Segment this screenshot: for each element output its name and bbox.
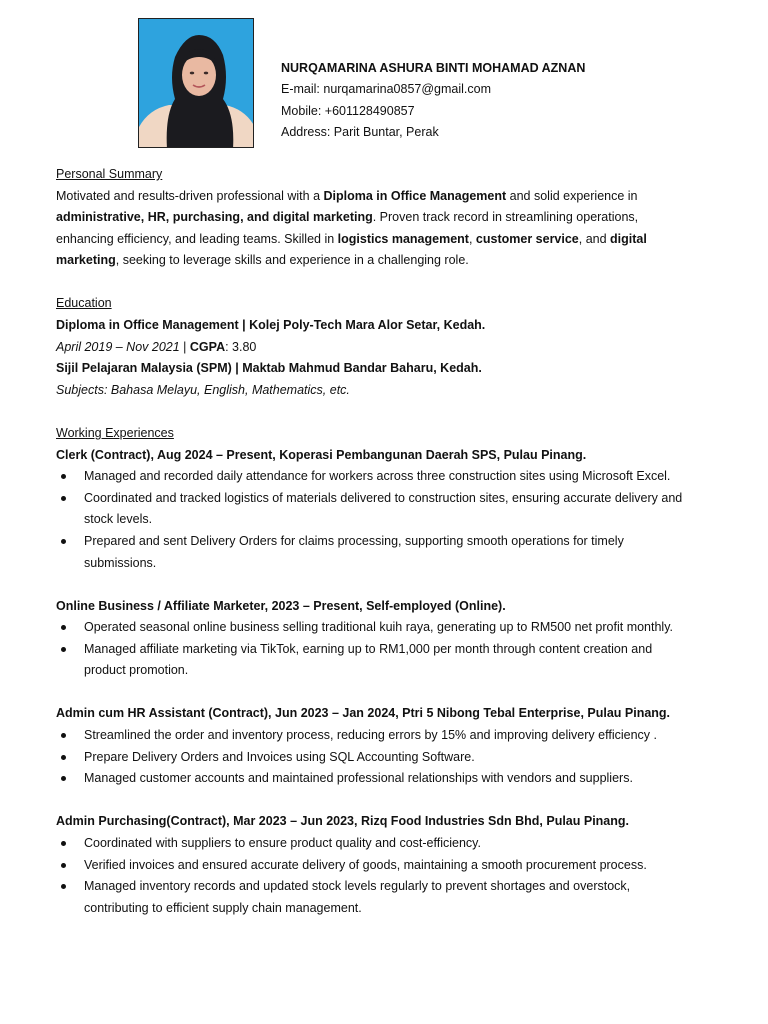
experience-heading: Working Experiences bbox=[56, 425, 174, 440]
summary-heading: Personal Summary bbox=[56, 167, 163, 181]
job-title: Admin cum HR Assistant (Contract), Jun 2023 – Jan 2024, Ptri 5 Nibong Tebal Enterprise, Pulau Pinang. bbox=[56, 706, 671, 721]
email-line: E-mail: nurqamarina0857@gmail.com bbox=[281, 82, 491, 96]
job-bullet: Coordinated with suppliers to ensure product quality and cost-efficiency. bbox=[56, 833, 696, 855]
job-bullet: Prepare Delivery Orders and Invoices using SQL Accounting Software. bbox=[56, 747, 696, 769]
candidate-name: NURQAMARINA ASHURA BINTI MOHAMAD AZNAN bbox=[281, 61, 586, 75]
job-title: Clerk (Contract), Aug 2024 – Present, Koperasi Pembangunan Daerah SPS, Pulau Pinang. bbox=[56, 447, 587, 462]
education-heading: Education bbox=[56, 296, 112, 311]
diploma-details: April 2019 – Nov 2021 | CGPA: 3.80 bbox=[56, 339, 257, 354]
job-bullet: Streamlined the order and inventory process, reducing errors by 15% and improving delivery efficiency . bbox=[56, 725, 696, 747]
job-bullets bbox=[56, 466, 696, 574]
job-bullet: Coordinated and tracked logistics of materials delivered to construction sites, ensuring accurate delivery and stock levels. bbox=[56, 488, 696, 531]
mobile-line: Mobile: +601128490857 bbox=[281, 103, 415, 118]
job-bullet: Managed affiliate marketing via TikTok, earning up to RM1,000 per month through content creation and product promotion. bbox=[56, 639, 696, 682]
job-bullet: Managed inventory records and updated stock levels regularly to prevent shortages and overstock, contributing to efficient supply chain management. bbox=[56, 876, 696, 919]
job-bullet: Managed customer accounts and maintained professional relationships with vendors and suppliers. bbox=[56, 768, 696, 790]
resume-body bbox=[56, 164, 696, 919]
diploma-title: Diploma in Office Management | Kolej Poly-Tech Mara Alor Setar, Kedah. bbox=[56, 318, 486, 333]
summary-text: Motivated and results-driven professional with a Diploma in Office Management and solid experience in administrative, HR, purchasing, and digital marketing. Proven track record in streamlining operations, enhancing efficiency, and leading teams. Skilled in logistics management, customer service, and digital marketing, seeking to leverage skills and experience in a challenging role. bbox=[56, 188, 647, 268]
job-title: Admin Purchasing(Contract), Mar 2023 – Jun 2023, Rizq Food Industries Sdn Bhd, Pulau Pinang. bbox=[56, 814, 630, 829]
address-line: Address: Parit Buntar, Perak bbox=[281, 125, 439, 139]
job-bullet: Verified invoices and ensured accurate delivery of goods, maintaining a smooth procurement process. bbox=[56, 855, 696, 877]
spm-subjects: Subjects: Bahasa Melayu, English, Mathematics, etc. bbox=[56, 382, 350, 397]
job-bullet: Prepared and sent Delivery Orders for claims processing, supporting smooth operations for timely submissions. bbox=[56, 531, 696, 574]
profile-photo-image bbox=[139, 19, 254, 148]
contact-header bbox=[281, 58, 585, 144]
spm-title: Sijil Pelajaran Malaysia (SPM) | Maktab Mahmud Bandar Baharu, Kedah. bbox=[56, 361, 482, 376]
job-bullets bbox=[56, 725, 696, 790]
job-bullet: Managed and recorded daily attendance for workers across three construction sites using Microsoft Excel. bbox=[56, 466, 696, 488]
job-bullets bbox=[56, 617, 696, 682]
job-bullets bbox=[56, 833, 696, 919]
job-bullet: Operated seasonal online business selling traditional kuih raya, generating up to RM500 net profit monthly. bbox=[56, 617, 696, 639]
job-title: Online Business / Affiliate Marketer, 2023 – Present, Self-employed (Online). bbox=[56, 598, 506, 613]
profile-photo bbox=[138, 18, 254, 148]
